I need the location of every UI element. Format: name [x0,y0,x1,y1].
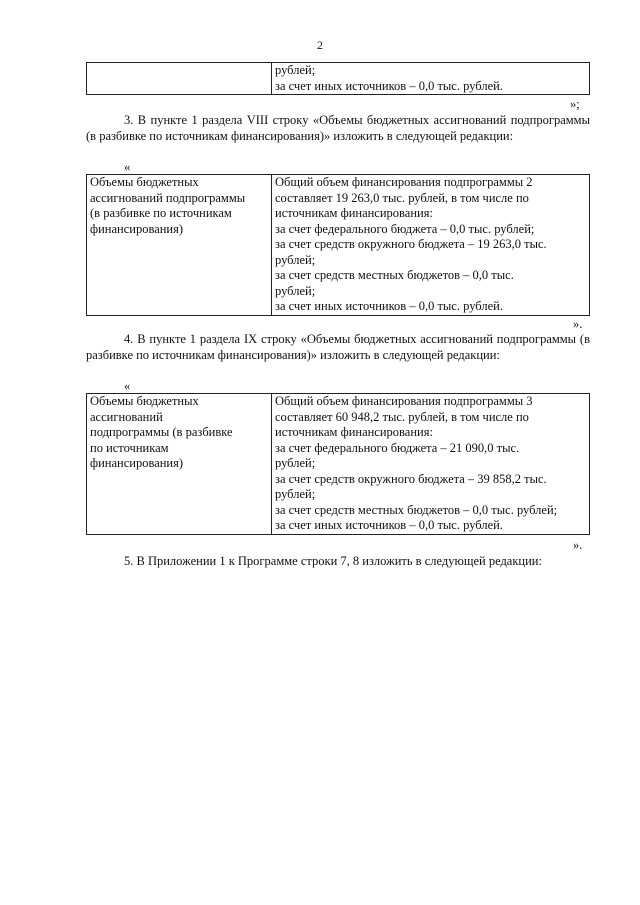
table-cell-right [272,394,590,535]
closing-quote: »; [570,97,580,111]
cell-line: по источникам [90,440,169,455]
cell-line: за счет средств местных бюджетов – 0,0 тыс. рублей; [275,502,558,517]
cell-line: за счет иных источников – 0,0 тыс. рублей. [275,299,503,313]
cell-line: за счет иных источников – 0,0 тыс. рублей. [275,518,503,532]
cell-line: рублей; [275,456,316,470]
table-cell-left [87,394,272,535]
table-subprogram-2 [86,174,590,316]
cell-line: (в разбивке по источникам [90,206,232,220]
table-cell-left [87,175,272,316]
cell-line: составляет 60 948,2 тыс. рублей, в том числе по [275,409,529,424]
cell-line: источникам финансирования: [275,425,433,439]
cell-line: рублей; [275,283,316,298]
cell-line: рублей; [275,487,316,501]
table-cell-left-empty [87,63,272,95]
opening-quote: « [124,160,131,174]
table-subprogram-3 [86,393,590,535]
cell-line: за счет средств окружного бюджета – 39 858,2 тыс. [275,471,547,486]
cell-line: за счет средств местных бюджетов – 0,0 тыс. [275,268,514,282]
cell-line: Объемы бюджетных [90,394,199,408]
cell-line: финансирования) [90,456,184,470]
closing-quote: ». [573,538,583,552]
table-continuation [86,62,590,95]
cell-line: за счет федерального бюджета – 0,0 тыс. рублей; [275,221,535,236]
cell-line: источникам финансирования: [275,206,433,220]
paragraph-3: 3. В пункте 1 раздела VIII строку «Объемы бюджетных ассигнований подпрограммы (в разбивке по источникам финансирования)» изложить в следующей редакции: [86,113,590,143]
cell-line: составляет 19 263,0 тыс. рублей, в том числе по [275,190,529,205]
table-cell-right [272,175,590,316]
cell-line: за счет федерального бюджета – 21 090,0 тыс. [275,440,520,455]
cell-line: ассигнований [90,409,163,424]
paragraph-4: 4. В пункте 1 раздела IX строку «Объемы бюджетных ассигнований подпрограммы (в разбивке по источникам финансирования)» изложить в следующей редакции: [86,332,590,362]
paragraph-5: 5. В Приложении 1 к Программе строки 7, 8 изложить в следующей редакции: [124,554,542,568]
cell-line: рублей; [275,252,316,267]
cell-line: Объемы бюджетных [90,175,199,189]
cell-line: финансирования) [90,221,184,236]
table-cell-right [272,63,590,95]
opening-quote: « [124,379,131,393]
page-number: 2 [317,38,323,52]
cell-line: за счет иных источников – 0,0 тыс. рублей. [275,78,503,93]
cell-line: подпрограммы (в разбивке [90,425,233,439]
cell-line: Общий объем финансирования подпрограммы 3 [275,394,533,408]
cell-line: Общий объем финансирования подпрограммы 2 [275,175,533,189]
cell-line: ассигнований подпрограммы [90,190,246,205]
closing-quote: ». [573,317,583,331]
cell-line: рублей; [275,63,316,77]
cell-line: за счет средств окружного бюджета – 19 263,0 тыс. [275,237,547,251]
